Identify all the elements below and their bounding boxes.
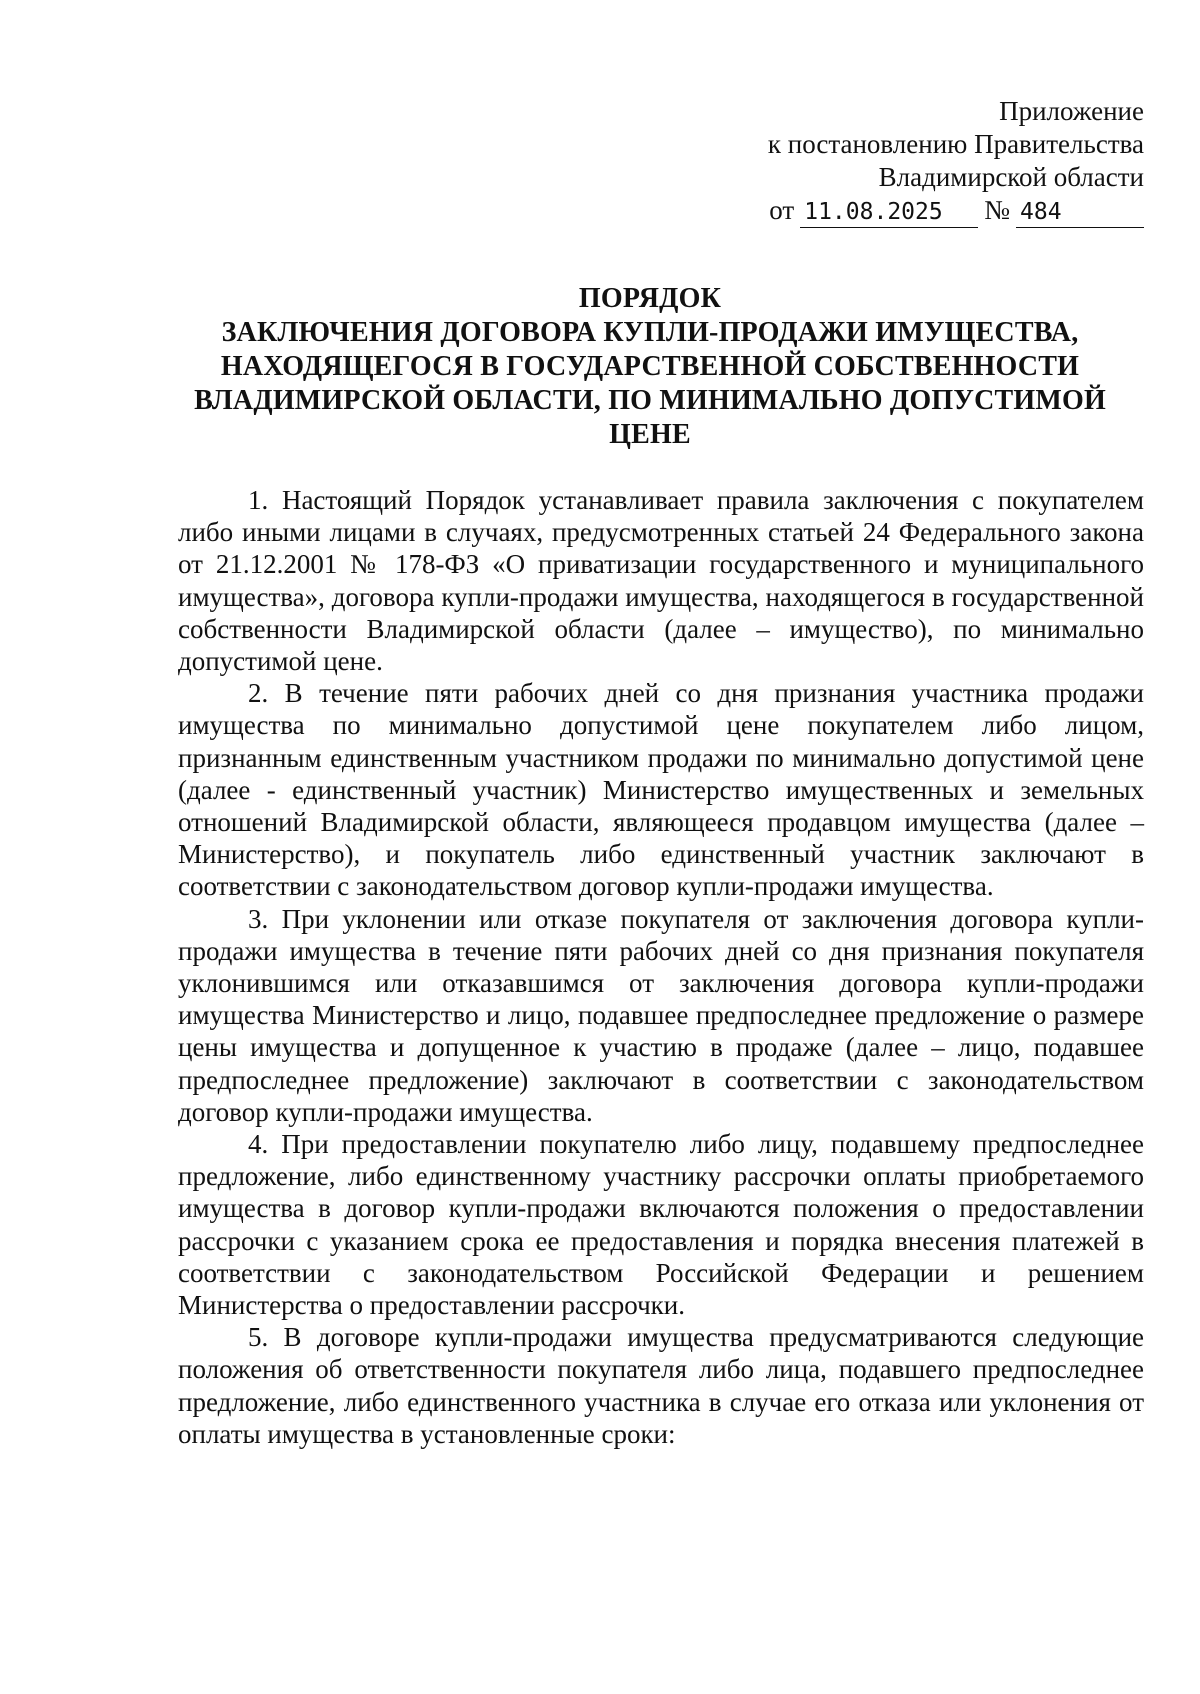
paragraph-3: 3. При уклонении или отказе покупателя от заключения договора купли-продажи имущества в течение пяти рабочих дней со дня признания покупателя уклонившимся или отказавшимся от заключения договора купли-продажи имущества Министерство и лицо, подавшее предпоследнее предложение о размере цены имущества и допущенное к участию в продаже (далее – лицо, подавшее предпоследнее предложение) заключают в соответствии с законодательством договор купли-продажи имущества. [178, 903, 1144, 1127]
registration-prefix: от [769, 195, 795, 225]
registration-line [660, 194, 1144, 228]
document-body [178, 484, 1144, 1450]
paragraph-4: 4. При предоставлении покупателю либо лицу, подавшему предпоследнее предложение, либо единственному участнику рассрочки оплаты приобретаемого имущества в договор купли-продажи включаются положения о предоставлении рассрочки с указанием срока ее предоставления и порядка внесения платежей в соответствии с законодательством Российской Федерации и решением Министерства о предоставлении рассрочки. [178, 1129, 1144, 1321]
registration-number: 484 [1016, 199, 1144, 228]
appendix-region: Владимирской области [878, 162, 1144, 192]
title-line-4: ВЛАДИМИРСКОЙ ОБЛАСТИ, ПО МИНИМАЛЬНО ДОПУСТИМОЙ [194, 385, 1106, 416]
appendix-reference: к постановлению Правительства [767, 129, 1144, 159]
title-line-2: ЗАКЛЮЧЕНИЯ ДОГОВОРА КУПЛИ-ПРОДАЖИ ИМУЩЕСТВА, [221, 317, 1079, 348]
title-line-1: ПОРЯДОК [578, 283, 722, 314]
registration-date: 11.08.2025 [800, 199, 978, 228]
paragraph-1: 1. Настоящий Порядок устанавливает правила заключения с покупателем либо иными лицами в случаях, предусмотренных статьей 24 Федерального закона от 21.12.2001 № 178-ФЗ «О приватизации государственного и муниципального имущества», договора купли-продажи имущества, находящегося в государственной собственности Владимирской области (далее – имущество), по минимально допустимой цене. [178, 485, 1144, 677]
appendix-header [660, 95, 1144, 228]
paragraph-5: 5. В договоре купли-продажи имущества предусматриваются следующие положения об ответственности покупателя либо лица, подавшего предпоследнее предложение, либо единственного участника в случае его отказа или уклонения от оплаты имущества в установленные сроки: [178, 1322, 1144, 1449]
title-line-3: НАХОДЯЩЕГОСЯ В ГОСУДАРСТВЕННОЙ СОБСТВЕННОСТИ [220, 351, 1080, 382]
paragraph-2: 2. В течение пяти рабочих дней со дня признания участника продажи имущества по минимально допустимой цене покупателем либо лицом, признанным единственным участником продажи по минимально допустимой цене (далее - единственный участник) Министерство имущественных и земельных отношений Владимирской области, являющееся продавцом имущества (далее – Министерство), и покупатель либо единственный участник заключают в соответствии с законодательством договор купли-продажи имущества. [178, 678, 1144, 902]
registration-number-sign: № [984, 195, 1010, 225]
appendix-title: Приложение [999, 96, 1144, 126]
title-line-5: ЦЕНЕ [609, 419, 691, 450]
document-title [150, 282, 1150, 452]
